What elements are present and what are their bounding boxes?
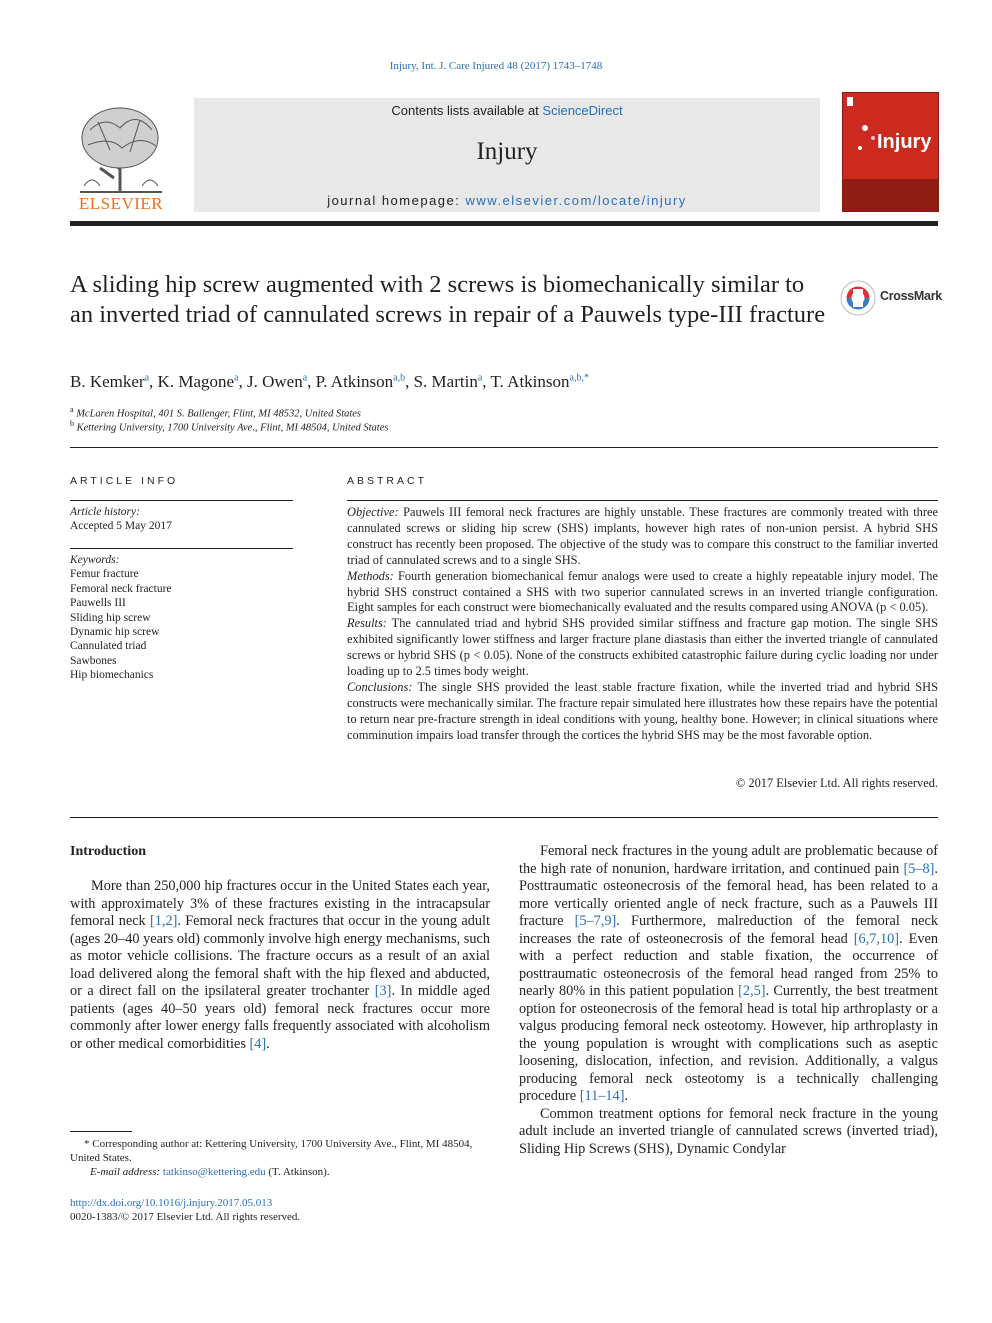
body-paragraph: Common treatment options for femoral neck fracture in the young adult include an inverted triangle of cannulated screws (inverted triad), Sliding Hip Screws (SHS), Dynamic Condylar (519, 1105, 938, 1157)
email-line: E-mail address: tatkinso@kettering.edu (T. Atkinson). (90, 1166, 330, 1178)
author: J. Owen$^a$, (246, 372, 316, 391)
accepted-date: Accepted 5 May 2017 (70, 520, 172, 533)
contents-line (194, 103, 820, 118)
journal-masthead (194, 98, 820, 212)
doi-link[interactable]: http://dx.doi.org/10.1016/j.injury.2017.05.013 (70, 1197, 273, 1209)
author: P. Atkinson$^{a,b}$, (315, 372, 414, 391)
citation-link[interactable]: [5–8] (903, 860, 935, 877)
body-column-left (70, 878, 490, 1053)
author-list (70, 372, 589, 392)
homepage-label: journal homepage: (327, 193, 466, 208)
author: B. Kemker$^a$, (70, 372, 158, 391)
corresponding-note: * Corresponding author at: Kettering University, 1700 University Ave., Flint, MI 48504, United States. (70, 1138, 473, 1164)
keyword: Pauwells III (70, 597, 126, 610)
citation-link[interactable]: [2,5] (738, 983, 766, 999)
keyword: Sliding hip screw (70, 611, 151, 624)
keyword: Cannulated triad (70, 640, 147, 653)
article-history (70, 505, 172, 534)
homepage-line (194, 193, 820, 208)
keyword: Femur fracture (70, 568, 139, 581)
citation-link[interactable]: [6,7,10] (853, 930, 900, 947)
journal-cover-thumbnail[interactable] (842, 92, 939, 212)
section-heading: Introduction (70, 844, 146, 859)
email-link[interactable]: tatkinso@kettering.edu (162, 1166, 266, 1178)
crossmark-icon (840, 280, 876, 316)
keywords (70, 553, 172, 683)
divider (70, 500, 293, 501)
elsevier-logo[interactable] (70, 100, 172, 216)
body-column-right (519, 843, 938, 1158)
divider (70, 548, 293, 549)
crossmark-badge[interactable] (840, 280, 940, 316)
publisher-wordmark: ELSEVIER (78, 194, 164, 213)
divider (70, 817, 938, 818)
citation-link[interactable]: [11–14] (579, 1088, 625, 1104)
article-info-heading: ARTICLE INFO (70, 475, 179, 487)
citation-link[interactable]: [4] (249, 1035, 267, 1052)
keyword: Hip biomechanics (70, 669, 154, 682)
author: T. Atkinson$^{a,b,*}$ (490, 372, 589, 391)
abstract-results: Results: The cannulated triad and hybrid SHS provided similar stiffness and fracture gap motion. The single SHS exhibited significantly lower stiffness and larger fracture plane diastasis than either the inverted triangle of cannulated screws or hybrid SHS (p < 0.05). None of the constructs exhibited catastrophic failure during cyclic loading nor under loading up to 2.5 times body weight. (347, 616, 938, 679)
citation-link[interactable]: [5–7,9] (574, 913, 617, 929)
divider (347, 500, 938, 501)
body-paragraph: Femoral neck fractures in the young adult are problematic because of the high rate of nonunion, hardware irritation, and continued pain [5–8]. Posttraumatic osteonecrosis of the femoral head, has been related to a more vertically oriented angle of neck fracture, such as a Pauwels III fracture [5–7,9]. Furthermore, malreduction of the femoral neck increases the rate of osteonecrosis of the femoral head [6,7,10]. Even with a perfect reduction and stable fixation, the occurrence of posttraumatic osteonecrosis of the femoral head ranged from 25% to nearly 80% in this patient population [2,5]. Currently, the best treatment option for osteonecrosis of the femoral head is total hip arthroplasty or a valgus producing femoral neck osteotomy. However, hip arthroplasty in the young population is wrought with complications such as aseptic loosening, dislocation, infection, and revision. Additionally, a valgus producing femoral neck osteotomy is a technically challenging procedure [11–14]. (519, 843, 939, 1104)
citation-link[interactable]: [3] (374, 983, 392, 999)
author: S. Martin$^a$, (413, 372, 491, 391)
footnote-rule (70, 1131, 132, 1132)
keyword: Dynamic hip screw (70, 626, 160, 639)
corresponding-author-footnote (70, 1137, 490, 1179)
journal-citation[interactable]: Injury, Int. J. Care Injured 48 (2017) 1743–1748 (389, 60, 603, 72)
journal-name: Injury (476, 138, 538, 165)
sciencedirect-link[interactable]: ScienceDirect (542, 103, 623, 118)
keyword: Femoral neck fracture (70, 582, 172, 595)
abstract-heading: ABSTRACT (347, 475, 428, 487)
tree-icon (70, 100, 172, 196)
abstract-body (347, 505, 938, 744)
contents-prefix: Contents lists available at (391, 103, 543, 118)
abstract-conclusions: Conclusions: The single SHS provided the least stable fracture fixation, while the inverted triad and hybrid SHS constructs were mechanically similar. The fracture repair simulated here illustrates how these repairs have the potential to return near pre-fracture strength in ideal conditions with young, healthy bone. However; in clinical situations where comminution impairs load transfer through the cortices the hybrid SHS may be the most favorable option. (347, 679, 938, 742)
crossmark-label: CrossMark (880, 289, 942, 303)
citation-link[interactable]: [1,2] (149, 913, 178, 929)
affiliation: $^a$ McLaren Hospital, 401 S. Ballenger, Flint, MI 48532, United States (70, 405, 362, 420)
divider (70, 447, 938, 448)
cover-title: Injury (877, 131, 932, 153)
author: K. Magone$^a$, (157, 372, 247, 391)
history-label: Article history: (70, 506, 140, 518)
issn-copyright: 0020-1383/© 2017 Elsevier Ltd. All rights reserved. (70, 1211, 301, 1223)
body-paragraph: More than 250,000 hip fractures occur in the United States each year, with approximately 3% of these fractures existing in the intracapsular femoral neck [1,2]. Femoral neck fractures that occur in the young adult (ages 20–40 years old) commonly involve high energy mechanisms, such as motor vehicle collisions. The fracture occurs as a result of an axial load delivered along the femoral shaft with the hip flexed and abducted, or a direct fall on the ipsilateral greater trochanter [3]. In middle aged patients (ages 40–50 years old) femoral neck fractures occur more commonly after lower energy falls frequently associated with alcoholism or other medical comorbidities [4]. (70, 878, 491, 1052)
affiliation: $^b$ Kettering University, 1700 University Ave., Flint, MI 48504, United States (70, 419, 389, 434)
homepage-link[interactable]: www.elsevier.com/locate/injury (465, 193, 687, 208)
header-rule (70, 221, 938, 226)
keywords-label: Keywords: (70, 554, 120, 566)
copyright-notice: © 2017 Elsevier Ltd. All rights reserved. (735, 776, 938, 790)
article-title: A sliding hip screw augmented with 2 screws is biomechanically similar to an inverted triad of cannulated screws in repair of a Pauwels type-III fracture (70, 271, 826, 328)
keyword: Sawbones (70, 654, 117, 667)
abstract-methods: Methods: Fourth generation biomechanical femur analogs were used to create a highly repeatable injury model. The hybrid SHS construct contained a SHS with two superior cannulated screws in an inverted triangle configuration. Eight samples for each construct were biomechanically evaluated and the results compared using ANOVA (p < 0.05). (347, 568, 938, 615)
abstract-objective: Objective: Pauwels III femoral neck fractures are highly unstable. These fractures are commonly treated with three cannulated screws or sliding hip screw (SHS) implants, however high rates of non-union persist. A hybrid SHS construct has recently been proposed. The objective of the study was to compare this construct to the familiar inverted triad of cannulated screws and to a single SHS. (347, 505, 938, 567)
